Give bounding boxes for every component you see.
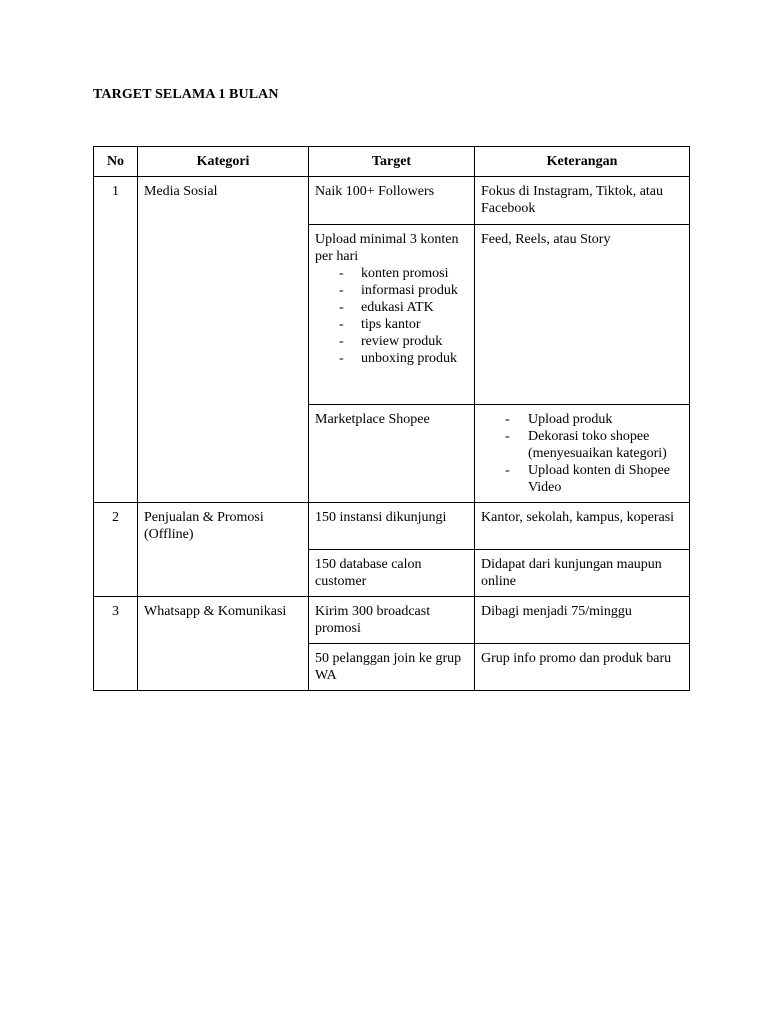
list-item: - Upload produk xyxy=(481,411,683,428)
keterangan-cell: Fokus di Instagram, Tiktok, atau Facebook xyxy=(475,177,690,225)
keterangan-cell: Didapat dari kunjungan maupun online xyxy=(475,550,690,597)
list-item: - edukasi ATK xyxy=(315,299,468,316)
target-table xyxy=(93,146,690,691)
table-header-row xyxy=(94,147,690,177)
target-cell: Naik 100+ Followers xyxy=(309,177,475,225)
target-text: Upload minimal 3 konten per hari xyxy=(315,232,459,264)
keterangan-cell xyxy=(475,405,690,503)
row-number: 2 xyxy=(94,503,138,597)
header-keterangan: Keterangan xyxy=(475,147,690,177)
category-cell: Media Sosial xyxy=(138,177,309,503)
document-title: TARGET SELAMA 1 BULAN xyxy=(93,87,279,102)
row-number: 1 xyxy=(94,177,138,503)
list-item: - review produk xyxy=(315,333,468,350)
target-cell: 150 database calon customer xyxy=(309,550,475,597)
keterangan-cell: Grup info promo dan produk baru xyxy=(475,644,690,691)
keterangan-cell: Feed, Reels, atau Story xyxy=(475,225,690,405)
keterangan-cell: Kantor, sekolah, kampus, koperasi xyxy=(475,503,690,550)
list-item: - unboxing produk xyxy=(315,350,468,367)
category-cell: Whatsapp & Komunikasi xyxy=(138,597,309,691)
header-target: Target xyxy=(309,147,475,177)
table-row xyxy=(94,597,690,644)
keterangan-sublist xyxy=(481,411,683,496)
table-row xyxy=(94,503,690,550)
header-kategori: Kategori xyxy=(138,147,309,177)
target-sublist xyxy=(315,265,468,367)
row-number: 3 xyxy=(94,597,138,691)
header-no: No xyxy=(94,147,138,177)
list-item: - Upload konten di Shopee Video xyxy=(481,462,683,496)
target-cell: 50 pelanggan join ke grup WA xyxy=(309,644,475,691)
list-item: - informasi produk xyxy=(315,282,468,299)
category-cell: Penjualan & Promosi (Offline) xyxy=(138,503,309,597)
target-cell: 150 instansi dikunjungi xyxy=(309,503,475,550)
list-item: - Dekorasi toko shopee (menyesuaikan kategori) xyxy=(481,428,683,462)
target-cell xyxy=(309,225,475,405)
list-item: - konten promosi xyxy=(315,265,468,282)
keterangan-cell: Dibagi menjadi 75/minggu xyxy=(475,597,690,644)
target-cell: Marketplace Shopee xyxy=(309,405,475,503)
target-cell: Kirim 300 broadcast promosi xyxy=(309,597,475,644)
list-item: - tips kantor xyxy=(315,316,468,333)
table-row xyxy=(94,177,690,225)
